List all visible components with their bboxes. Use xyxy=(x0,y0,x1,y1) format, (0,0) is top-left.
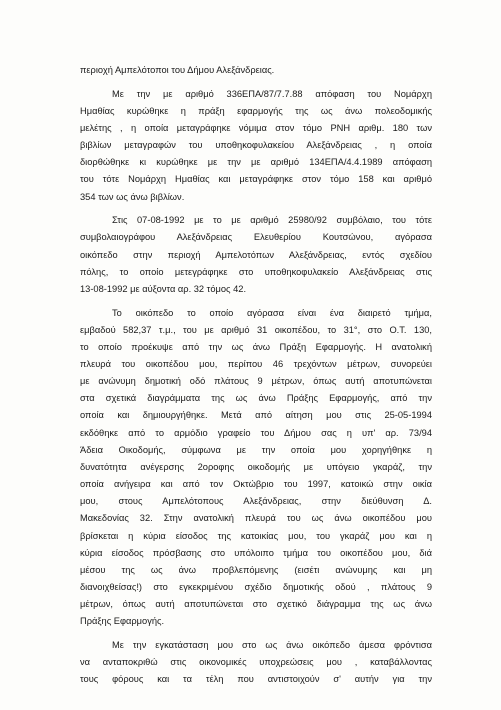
text-line: Στις 07-08-1992 με το με αριθμό 25980/92 συμβόλαιο, του τότε xyxy=(112,215,432,226)
text-line: με ανώνυμη δημοτική οδό πλάτους 9 μέτρων, όπως αυτή αποτυπώνεται xyxy=(80,376,432,387)
text-line: πόλης, το οποίο μετεγράφηκε στο υποθηκοφυλακείο Αλεξάνδρειας στις xyxy=(80,266,432,277)
text-line: οικόπεδο στην περιοχή Αμπελοτόπων Αλεξάνδρειας, εντός σχεδίου xyxy=(80,249,432,260)
text-line: 354 των ως άνω βιβλίων. xyxy=(80,191,185,202)
text-line: πλευρά του οικοπέδου μου, περίπου 46 τρεχόντων μέτρων, συνορεύει xyxy=(80,359,432,369)
text-line: Ημαθίας κυρώθηκε η πράξη εφαρμογής της ως άνω πολεοδομικής xyxy=(80,105,432,116)
text-line: οποία και δημιουργήθηκε. Μετά από αίτηση μου στις 25-05-1994 xyxy=(80,410,432,421)
text-line: βρίσκεται η κύρια είσοδος της κατοικίας μου, του γκαράζ μου και η xyxy=(80,530,432,541)
text-line: εκδόθηκε από το αρμόδιο γραφείο του Δήμου σας η υπ' αρ. 73/94 xyxy=(80,427,432,438)
text-line: περιοχή Αμπελότοποι του Δήμου Αλεξάνδρειας. xyxy=(80,65,275,75)
text-line: Με την εγκατάσταση μου στο ως άνω οικόπεδο άμεσα φρόντισα xyxy=(112,640,432,650)
text-line: Με την με αριθμό 336ΕΠΑ/87/7.7.88 απόφαση του Νομάρχη xyxy=(112,88,432,99)
text-line: μέτρων, όπως αυτή αποτυπώνεται στο σχετικό διάγραμμα της ως άνω xyxy=(80,599,432,610)
text-line: οποία ανήγειρα και από τον Οκτώβριο του 1997, κατοικώ στην οικία xyxy=(80,479,432,490)
text-line: το οποίο προέκυψε από την ως άνω Πράξη Εφαρμογής. Η ανατολική xyxy=(80,341,432,352)
document-body xyxy=(80,62,432,688)
text-line: συμβολαιογράφου Αλεξάνδρειας Ελευθερίου Κουτσώνου, αγόρασα xyxy=(80,232,432,243)
text-line: Άδεια Οικοδομής, σύμφωνα με την οποία μου χορηγήθηκε η xyxy=(80,444,432,455)
text-line: διανοιχθείσας!) στο εγκεκριμένου σχέδιο δημοτικής οδού , πλάτους 9 xyxy=(80,582,432,593)
text-line: Μακεδονίας 32. Στην ανατολική πλευρά του ως άνω οικοπέδου μου xyxy=(80,513,432,524)
text-line: δυνατότητα ανέγερσης 2οροφης οικοδομής με υπόγειο γκαράζ, την xyxy=(80,461,432,472)
text-line: κύρια είσοδος πρόσβασης στο υπόλοιπο τμήμα του οικοπέδου μου, διά xyxy=(80,547,432,558)
paragraph xyxy=(80,62,432,79)
text-line: του τότε Νομάρχη Ημαθίας και μεταγράφηκε στον τόμο 158 και αριθμό xyxy=(80,174,432,185)
text-line: μελέτης , η οποία μεταγράφηκε νόμιμα στον τόμο ΡΝΗ αριθμ. 180 των xyxy=(80,122,432,133)
text-line: μου, στους Αμπελότοπους Αλεξάνδρειας, στην διεύθυνση Δ. xyxy=(80,496,432,507)
text-line: βιβλίων μεταγραφών του υποθηκοφυλακείου Αλεξάνδρειας , η οποία xyxy=(80,140,432,151)
text-line: διορθώθηκε κι κυρώθηκε με την με αριθμό 134ΕΠΑ/4.4.1989 απόφαση xyxy=(80,157,432,168)
paragraph xyxy=(80,212,432,298)
text-line: να ανταποκριθώ στις οικονομικές υποχρεώσεις μου , καταβάλλοντας xyxy=(80,657,432,668)
paragraph xyxy=(80,637,432,688)
text-line: 13-08-1992 με αύξοντα αρ. 32 τόμος 42. xyxy=(80,283,247,294)
text-line: τους φόρους και τα τέλη που αντιστοιχούν σ' αυτήν για την xyxy=(80,674,432,685)
text-line: μέσου της ως άνω προβλεπόμενης (εισέτι ανώνυμης και μη xyxy=(80,564,432,575)
paragraph xyxy=(80,86,432,206)
paragraph xyxy=(80,305,432,631)
text-line: Πράξης Εφαρμογής. xyxy=(80,616,165,627)
text-line: εμβαδού 582,37 τ.μ., του με αριθμό 31 οικοπέδου, το 31°, στο Ο.Τ. 130, xyxy=(80,324,432,335)
text-line: Το οικόπεδο το οποίο αγόρασα είναι ένα διαιρετό τμήμα, xyxy=(112,307,432,318)
text-line: στα σχετικά διαγράμματα της ως άνω Πράξης Εφαρμογής, από την xyxy=(80,393,432,404)
